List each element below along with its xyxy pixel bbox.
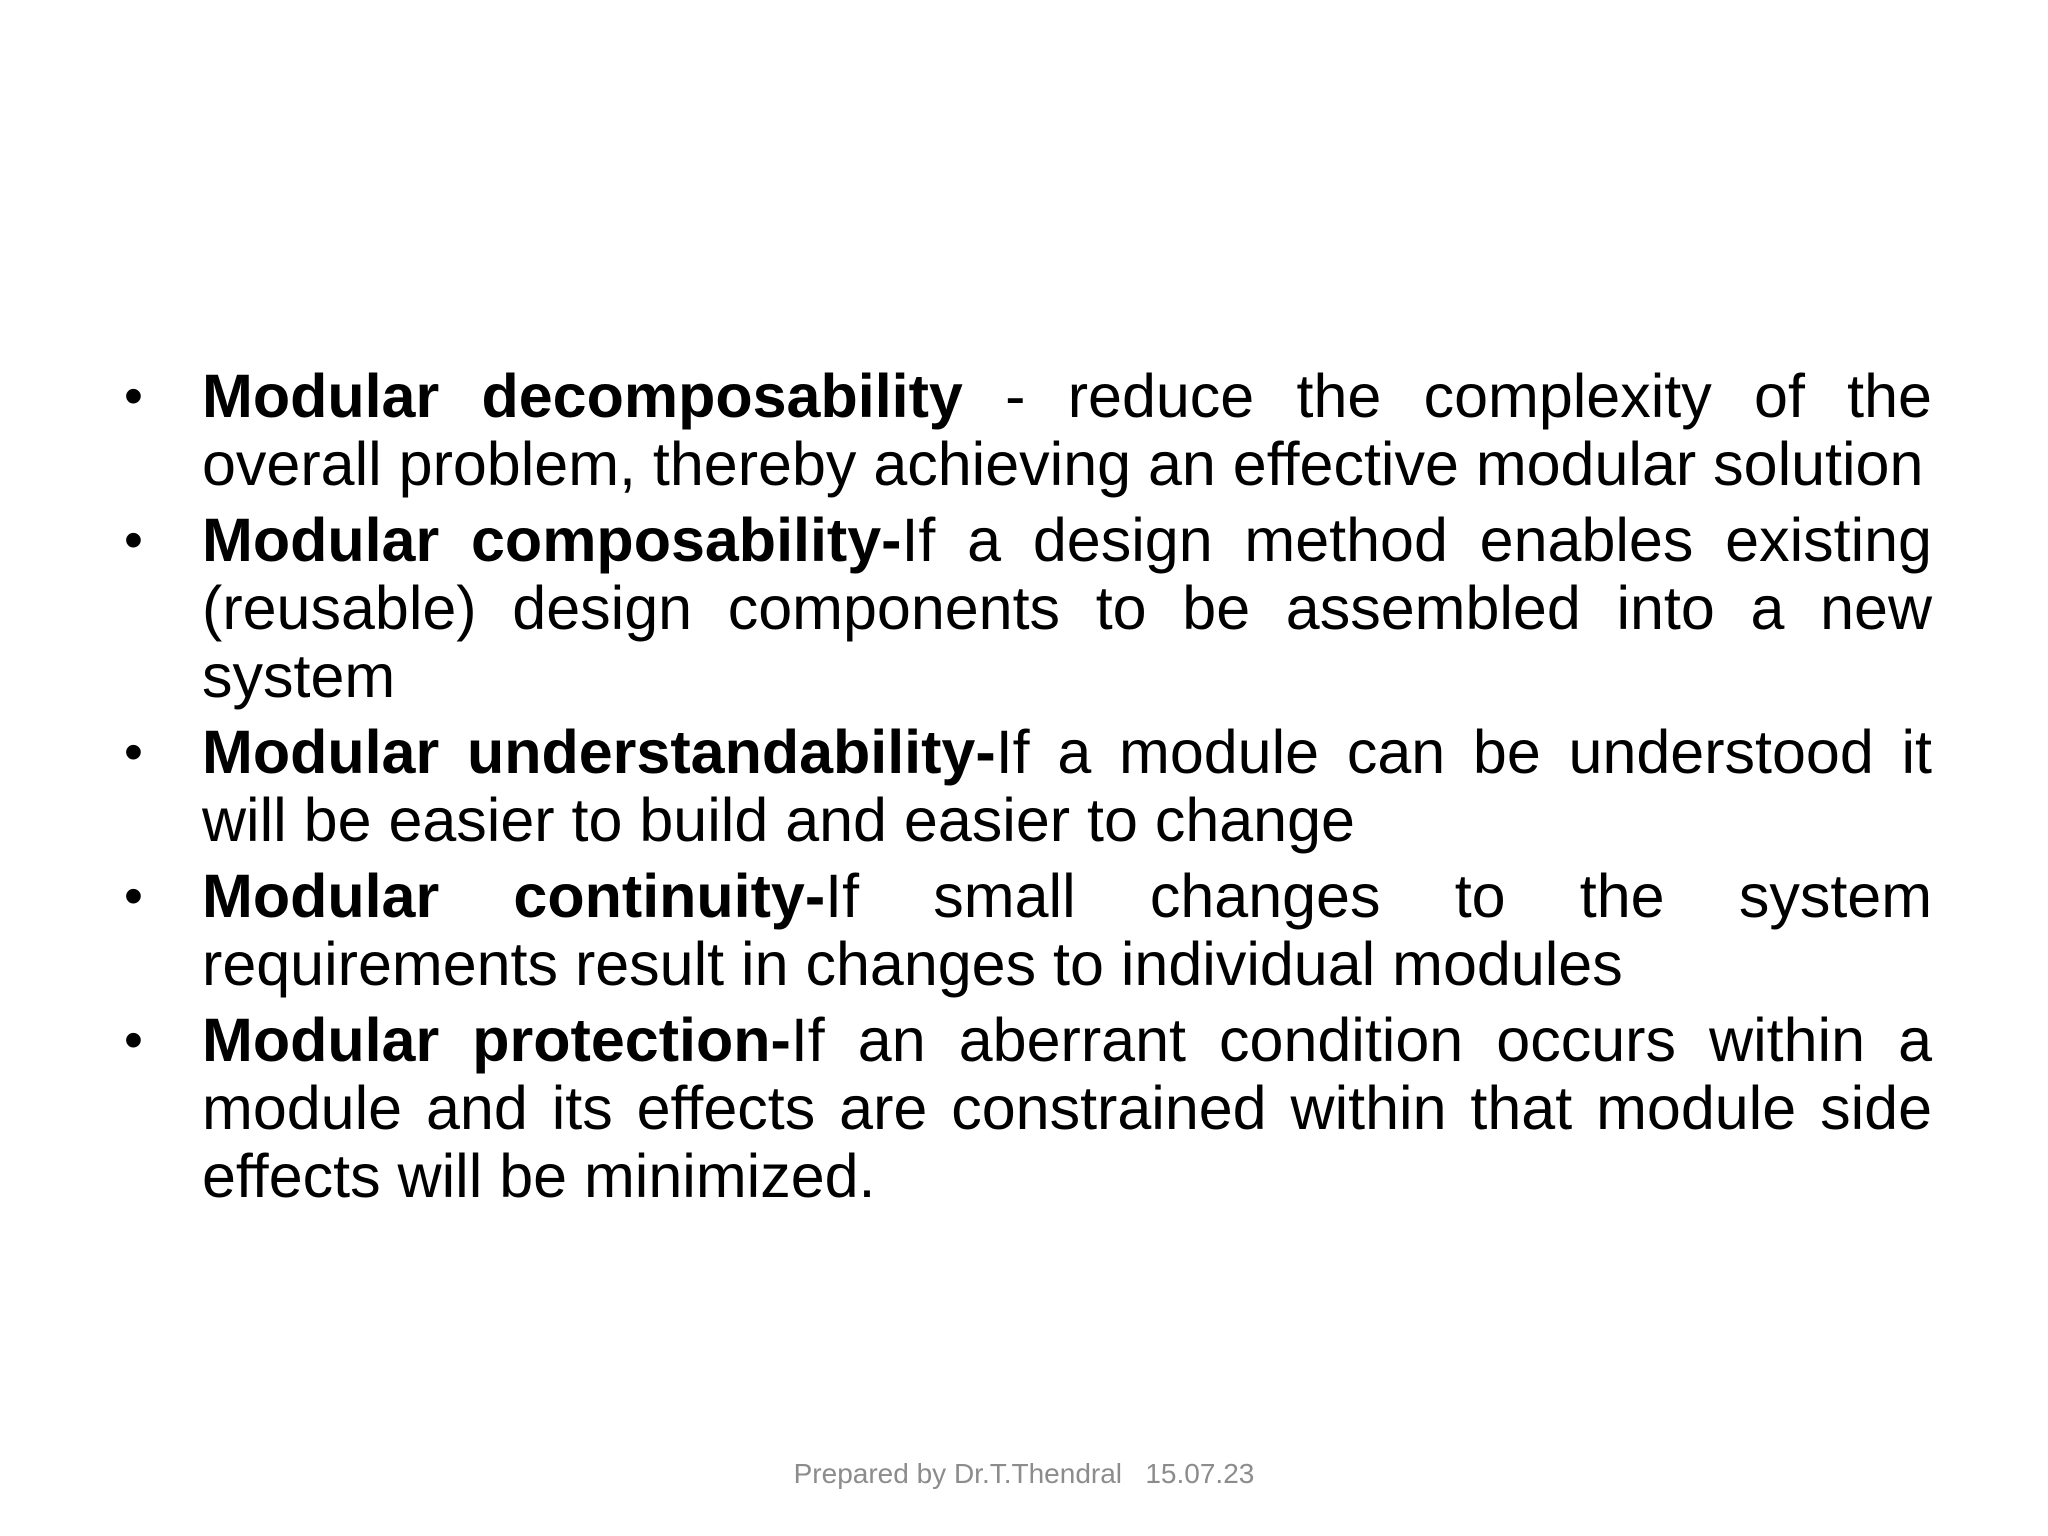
term-label: Modular decomposability xyxy=(202,362,963,430)
bullet-dot-icon: • xyxy=(124,722,143,782)
term-label: Modular protection- xyxy=(202,1006,791,1074)
term-description: - reduce the complexity of the overall problem, thereby achieving an effective modular solution xyxy=(202,362,1932,498)
bullet-modular-decomposability xyxy=(120,362,1932,498)
bullet-modular-continuity xyxy=(120,862,1932,998)
bullet-list xyxy=(120,362,1932,1218)
term-description: If a design method enables existing (reusable) design components to be assembled into a new system xyxy=(202,506,1932,710)
term-label: Modular understandability- xyxy=(202,718,996,786)
term-label: Modular continuity- xyxy=(202,862,826,930)
bullet-dot-icon: • xyxy=(124,1010,143,1070)
footer-date: 15.07.23 xyxy=(1145,1458,1255,1489)
bullet-dot-icon: • xyxy=(124,866,143,926)
bullet-modular-composability xyxy=(120,506,1932,710)
slide-footer xyxy=(0,1457,2048,1491)
bullet-modular-protection xyxy=(120,1006,1932,1210)
footer-author: Prepared by Dr.T.Thendral xyxy=(793,1458,1123,1489)
term-description: If small changes to the system requirements result in changes to individual modules xyxy=(202,862,1933,998)
term-description: If an aberrant condition occurs within a module and its effects are constrained within that module side effects will be minimized. xyxy=(202,1006,1933,1210)
bullet-dot-icon: • xyxy=(124,366,143,426)
term-description: If a module can be understood it will be easier to build and easier to change xyxy=(202,718,1933,854)
bullet-dot-icon: • xyxy=(124,510,143,570)
term-label: Modular composability- xyxy=(202,506,902,574)
bullet-modular-understandability xyxy=(120,718,1932,854)
